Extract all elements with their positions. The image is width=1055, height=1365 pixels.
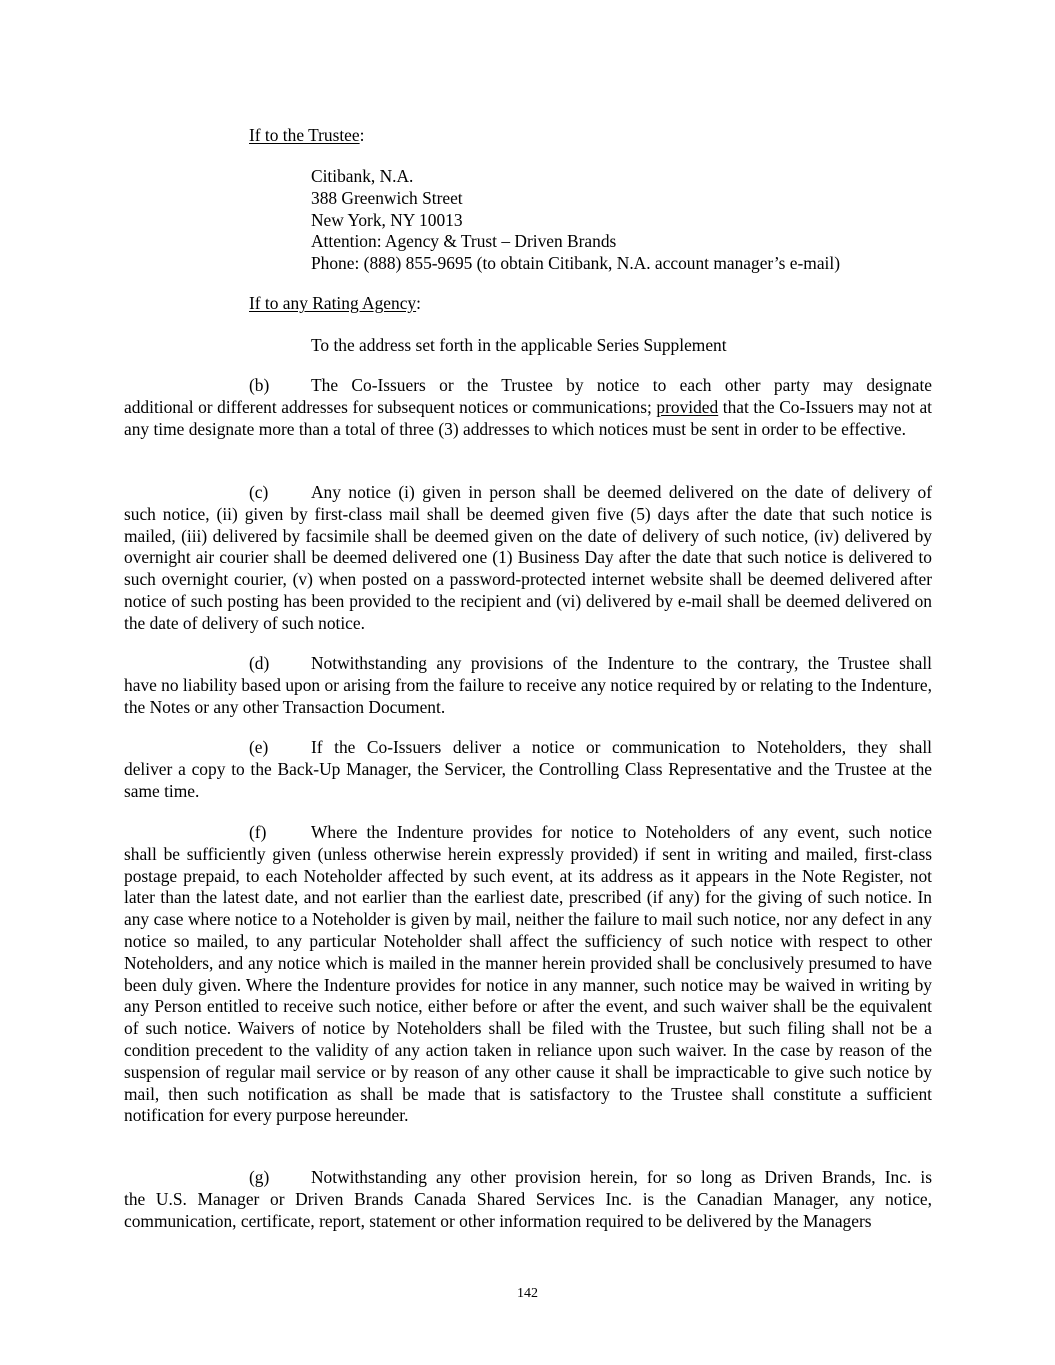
paragraph-c: (c) Any notice (i) given in person shall be deemed delivered on the date of delivery of such notice, (ii) given by first-class mail shall be deemed given five (5) days after the date that such notice is mailed, (iii) delivered by facsimile shall be deemed given on the date of delivery of such notice, (iv) delivered by overnight air courier shall be deemed delivered one (1) Business Day after the date that such notice is delivered to such overnight courier, (v) when posted on a password-protected internet website shall be deemed delivered after notice of such posting has been provided to the recipient and (vi) delivered by e-mail shall be deemed delivered on the date of delivery of such notice. [124,482,932,633]
address-line: Phone: (888) 855-9695 (to obtain Citibank, N.A. account manager’s e-mail) [311,253,841,274]
paragraph-label: (f) [249,822,267,842]
paragraph-g: (g) Notwithstanding any other provision herein, for so long as Driven Brands, Inc. is the U.S. Manager or Driven Brands Canada Shared Services Inc. is the Canadian Manager, any notice, communication, certificate, report, statement or other information required to be delivered by the Managers [124,1167,932,1231]
paragraph-f: (f) Where the Indenture provides for notice to Noteholders of any event, such notice shall be sufficiently given (unless otherwise herein expressly provided) if sent in writing and mailed, first-class postage prepaid, to each Noteholder affected by such event, at its address as it appears in the Note Register, not later than the latest date, and not earlier than the earliest date, prescribed (if any) for the giving of such notice. In any case where notice to a Noteholder is given by mail, neither the failure to mail such notice, nor any defect in any notice so mailed, to any particular Noteholder shall affect the sufficiency of such notice with respect to other Noteholders, and any notice which is mailed in the manner herein provided shall be conclusively presumed to have been duly given. Where the Indenture provides for notice in any manner, such notice may be waived in writing by any Person entitled to receive such notice, either before or after the event, and such waiver shall be the equivalent of such notice. Waivers of notice by Noteholders shall be filed with the Trustee, but such filing shall not be a condition precedent to the validity of any action taken in reliance upon such waiver. In the case by reason of the suspension of regular mail service or by reason of any other cause it shall be impracticable to give such notice by mail, then such notification as shall be made that is satisfactory to the Trustee shall constitute a sufficient notification for every purpose hereunder. [124,822,932,1126]
trustee-address [311,166,840,275]
paragraph-label: (b) [249,375,270,395]
paragraph-label: (c) [249,482,269,502]
trustee-heading: If to the Trustee: [249,125,365,145]
address-line: 388 Greenwich Street [311,187,463,208]
address-line: Attention: Agency & Trust – Driven Brands [311,231,617,252]
paragraph-e: (e) If the Co-Issuers deliver a notice or communication to Noteholders, they shall deliver a copy to the Back-Up Manager, the Servicer, the Controlling Class Representative and the Trustee at the same time. [124,737,932,801]
paragraph-label: (e) [249,737,269,757]
paragraph-label: (g) [249,1167,270,1187]
address-line: New York, NY 10013 [311,209,463,230]
paragraph-d: (d) Notwithstanding any provisions of the Indenture to the contrary, the Trustee shall have no liability based upon or arising from the failure to receive any notice required by or relating to the Indenture, the Notes or any other Transaction Document. [124,653,932,717]
provided-term: provided [656,396,719,417]
page-number: 142 [517,1286,538,1301]
paragraph-label: (d) [249,653,270,673]
rating-agency-address: To the address set forth in the applicable Series Supplement [311,335,727,355]
address-line: Citibank, N.A. [311,166,414,186]
rating-agency-heading: If to any Rating Agency: [249,293,421,313]
paragraph-b: (b) The Co-Issuers or the Trustee by notice to each other party may designate additional or different addresses for subsequent notices or communications; provided that the Co-Issuers may not at any time designate more than a total of three (3) addresses to which notices must be sent in order to be effective. [124,375,932,439]
